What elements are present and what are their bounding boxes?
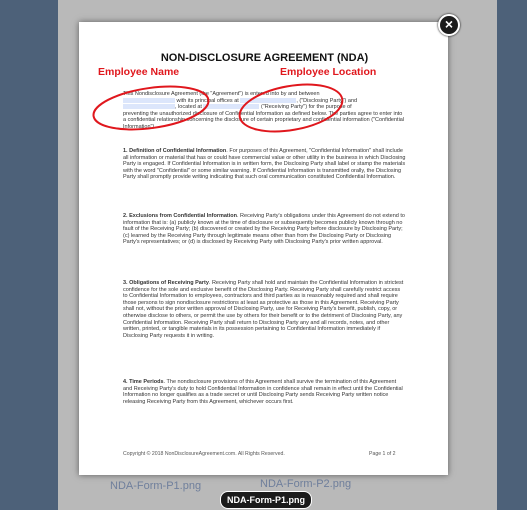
section-heading: 1. Definition of Confidential Information <box>123 148 227 154</box>
intro-text-e: ("Receiving Party") for the purpose of <box>260 104 352 111</box>
section-heading: 3. Obligations of Receiving Party <box>123 280 209 286</box>
intro-text-c: , ("Disclosing Party") and <box>296 97 358 104</box>
image-viewer-modal <box>79 22 448 475</box>
intro-text-f: preventing the unauthorized disclosure of Confidential Information as defined below. The parties agree to enter into a confidential relationship concerning the disclosure of certain proprietary and confidential information ("Confidential Information"). <box>123 110 405 130</box>
section-text: . Receiving Party's obligations under this Agreement do not extend to information that is: (a) publicly known at the time of disclosure or subsequently becomes publicly known through no fault of the Receiving Party; (b) discovered or created by the Receiving Party before disclosure by Disclosing Party; (c) learned by the Receiving Party through legitimate means other than from the Disclosing Party or Disclosing Party's representatives; or (d) is disclosed by Receiving Party with Disclosing Party's prior written approval. <box>123 213 405 246</box>
section-heading: 2. Exclusions from Confidential Information <box>123 213 237 219</box>
file-link-p1[interactable]: NDA-Form-P1.png <box>110 480 202 492</box>
section-text: . Receiving Party shall hold and maintain the Confidential Information in strictest confidence for the sole and exclusive benefit of the Disclosing Party. Receiving Party shall carefully restrict access to Confidential Information to employees, contractors and third parties as is reasonably required and shall require those persons to sign nondisclosure restrictions at least as protective as those in this Agreement. Receiving Party shall not, without the prior written approval of Disclosing Party, use for Receiving Party's benefit, publish, copy, or otherwise disclose to others, or permit the use by others for their benefit or to the detriment of Disclosing Party, any Confidential Information. Receiving Party shall return to Disclosing Party any and all records, notes, and other written, printed, or tangible materials in its possession pertaining to Confidential Information immediately if Disclosing Party requests it in writing. <box>123 280 404 339</box>
close-icon[interactable]: × <box>438 14 460 36</box>
section-text: . For purposes of this Agreement, "Confidential Information" shall include all information or material that has or could have commercial value or other utility in the business in which Disclosing Party is engaged. If Confidential Information is in written form, the Disclosing Party shall label or stamp the materials with the word "Confidential" or some similar warning. If Confidential Information is transmitted orally, the Disclosing Party shall promptly provide writing indicating that such oral communication constituted Confidential Information. <box>123 148 406 181</box>
document-title: NON-DISCLOSURE AGREEMENT (NDA) <box>160 52 369 64</box>
oval-employee-location <box>236 77 346 138</box>
annotation-ovals <box>79 22 448 475</box>
annotation-employee-name: Employee Name <box>98 66 180 78</box>
background-panel-right <box>497 0 527 510</box>
section-text: . The nondisclosure provisions of this Agreement shall survive the termination of this Agreement and Receiving Party's duty to hold Confidential Information in confidence shall remain in effect until the Confidential Information no longer qualifies as a trade secret or until Disclosing Party sends Receiving Party written notice releasing Receiving Party from this Agreement, whichever occurs first. <box>123 379 403 405</box>
document-footer-copyright: Copyright © 2018 NonDisclosureAgreement.com. All Rights Reserved. <box>123 451 285 457</box>
intro-text-a: This Nondisclosure Agreement (the "Agreement") is entered into by and between <box>123 91 320 97</box>
section-heading: 4. Time Periods <box>123 379 164 385</box>
intro-text-d: , located at <box>175 104 202 111</box>
intro-text-b: with its principal offices at <box>176 97 239 104</box>
document-footer-page-number: Page 1 of 2 <box>369 451 396 457</box>
file-link-p2[interactable]: NDA-Form-P2.png <box>260 478 352 490</box>
background-panel-left <box>0 0 60 510</box>
oval-employee-name <box>91 80 211 136</box>
annotation-employee-location: Employee Location <box>280 66 377 78</box>
image-caption: NDA-Form-P1.png <box>220 491 312 509</box>
